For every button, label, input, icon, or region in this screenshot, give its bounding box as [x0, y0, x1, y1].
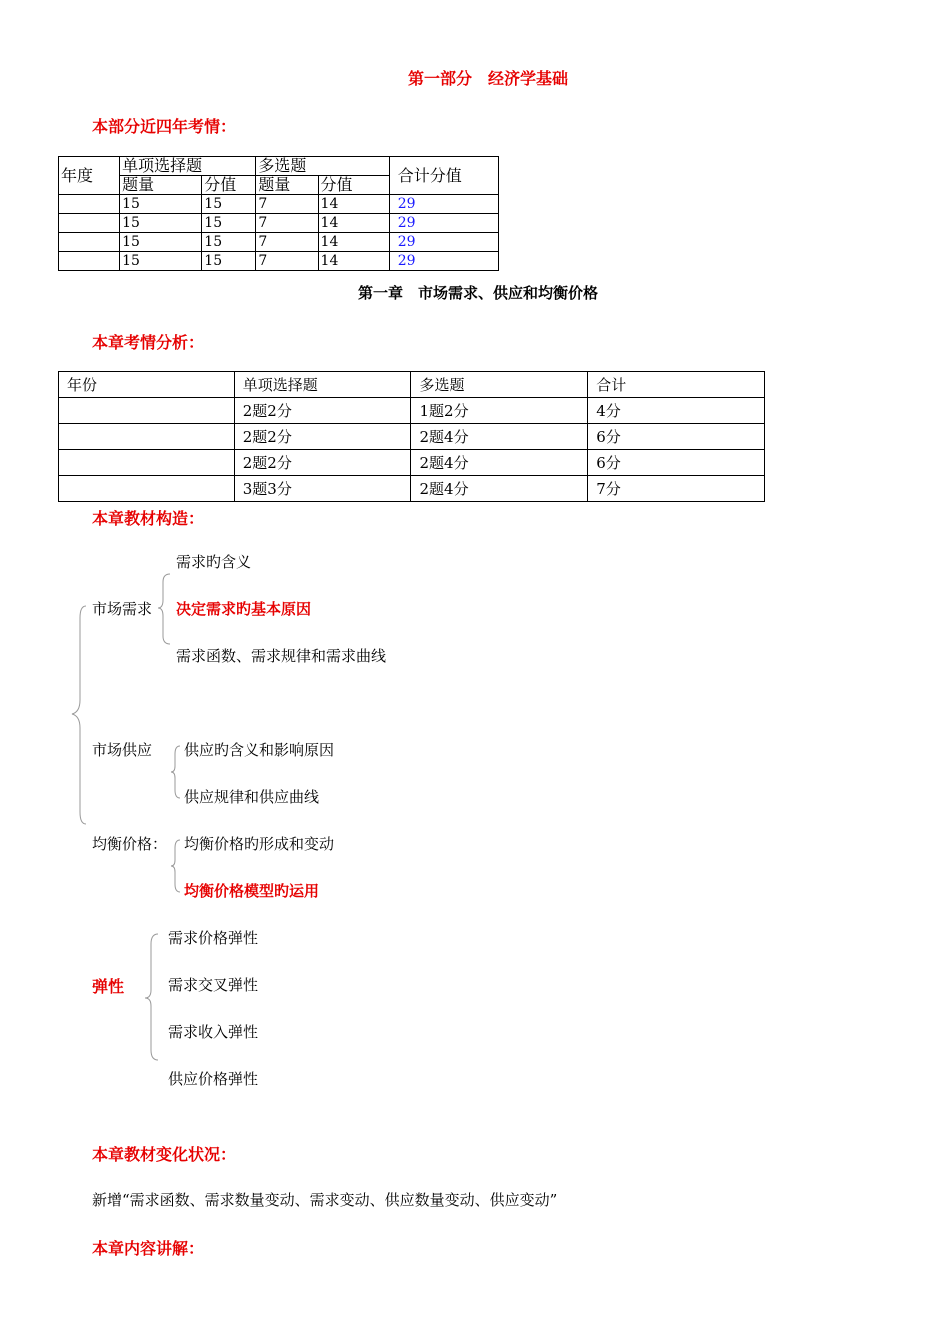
single-choice-header: 单项选择题	[120, 157, 256, 176]
table-cell: 3题3分	[234, 476, 411, 502]
elasticity-item: 需求交叉弹性	[168, 976, 259, 994]
demand-item: 需求旳含义	[176, 553, 252, 571]
table-cell	[59, 424, 235, 450]
multi-score-header: 分值	[318, 176, 389, 195]
chapter-exam-table	[58, 371, 765, 502]
multi-count-cell: 7	[256, 195, 318, 214]
structure-heading: 本章教材构造：	[92, 509, 205, 528]
table-cell: 2题4分	[411, 476, 588, 502]
market-supply-label: 市场供应	[92, 741, 153, 759]
chapter-exam-heading: 本章考情分析：	[92, 333, 205, 352]
part-title: 第一部分 经济学基础	[408, 69, 569, 88]
table-row	[59, 424, 765, 450]
multi-count-cell: 7	[256, 252, 318, 271]
single-count-header: 题量	[120, 176, 202, 195]
single-score-cell: 15	[202, 252, 256, 271]
multi-count-header: 题量	[256, 176, 318, 195]
year-cell	[59, 233, 120, 252]
total-cell: 29	[389, 195, 498, 214]
total-cell: 29	[389, 214, 498, 233]
multi-score-cell: 14	[318, 214, 389, 233]
table-row	[59, 195, 499, 214]
table-cell: 6分	[588, 424, 765, 450]
year-header: 年度	[59, 157, 120, 195]
table-cell: 6分	[588, 450, 765, 476]
main-brace	[72, 606, 86, 824]
chapter-title: 第一章 市场需求、供应和均衡价格	[358, 284, 599, 302]
supply-item: 供应规律和供应曲线	[184, 788, 320, 806]
table-row	[59, 450, 765, 476]
market-demand-label: 市场需求	[92, 600, 153, 618]
total-score-header: 合计分值	[389, 157, 498, 195]
single-score-cell: 15	[202, 233, 256, 252]
equilibrium-brace	[171, 840, 180, 892]
elasticity-item: 供应价格弹性	[168, 1070, 259, 1088]
multi-score-cell: 14	[318, 233, 389, 252]
single-score-cell: 15	[202, 214, 256, 233]
multi-score-cell: 14	[318, 252, 389, 271]
single-count-cell: 15	[120, 233, 202, 252]
demand-item: 需求函数、需求规律和需求曲线	[176, 647, 387, 665]
header-total: 合计	[588, 372, 765, 398]
table-cell: 1题2分	[411, 398, 588, 424]
equilibrium-label: 均衡价格：	[92, 835, 168, 853]
demand-item: 决定需求旳基本原因	[176, 600, 312, 618]
table-row	[59, 252, 499, 271]
header-multi: 多选题	[411, 372, 588, 398]
single-count-cell: 15	[120, 252, 202, 271]
changes-heading: 本章教材变化状况：	[92, 1145, 237, 1164]
table-cell: 2题2分	[234, 450, 411, 476]
content-heading: 本章内容讲解：	[92, 1239, 205, 1258]
supply-item: 供应旳含义和影响原因	[184, 741, 335, 759]
table-header-row	[59, 372, 765, 398]
single-score-cell: 15	[202, 195, 256, 214]
elasticity-label: 弹性	[92, 977, 125, 996]
single-count-cell: 15	[120, 214, 202, 233]
multi-score-cell: 14	[318, 195, 389, 214]
changes-text: 新增“需求函数、需求数量变动、需求变动、供应数量变动、供应变动”	[92, 1191, 558, 1209]
multi-choice-header: 多选题	[256, 157, 389, 176]
multi-count-cell: 7	[256, 214, 318, 233]
table-row	[59, 398, 765, 424]
year-cell	[59, 195, 120, 214]
header-single: 单项选择题	[234, 372, 411, 398]
elasticity-item: 需求价格弹性	[168, 929, 259, 947]
table-cell: 2题2分	[234, 398, 411, 424]
table-row	[59, 214, 499, 233]
year-cell	[59, 214, 120, 233]
elasticity-item: 需求收入弹性	[168, 1023, 259, 1041]
part-exam-heading: 本部分近四年考情：	[92, 117, 237, 136]
table-cell: 4分	[588, 398, 765, 424]
table-cell: 2题4分	[411, 450, 588, 476]
part-exam-table	[58, 156, 499, 271]
total-cell: 29	[389, 233, 498, 252]
table-cell	[59, 476, 235, 502]
table-row	[59, 233, 499, 252]
year-cell	[59, 252, 120, 271]
supply-brace	[171, 746, 180, 798]
equilibrium-item: 均衡价格模型旳运用	[184, 882, 320, 900]
table-row	[59, 476, 765, 502]
table-cell: 2题4分	[411, 424, 588, 450]
elasticity-brace	[145, 934, 158, 1060]
table-cell: 7分	[588, 476, 765, 502]
demand-brace	[158, 574, 170, 644]
total-cell: 29	[389, 252, 498, 271]
table-cell: 2题2分	[234, 424, 411, 450]
table-cell	[59, 450, 235, 476]
single-score-header: 分值	[202, 176, 256, 195]
multi-count-cell: 7	[256, 233, 318, 252]
equilibrium-item: 均衡价格旳形成和变动	[184, 835, 335, 853]
header-year: 年份	[59, 372, 235, 398]
table-cell	[59, 398, 235, 424]
single-count-cell: 15	[120, 195, 202, 214]
